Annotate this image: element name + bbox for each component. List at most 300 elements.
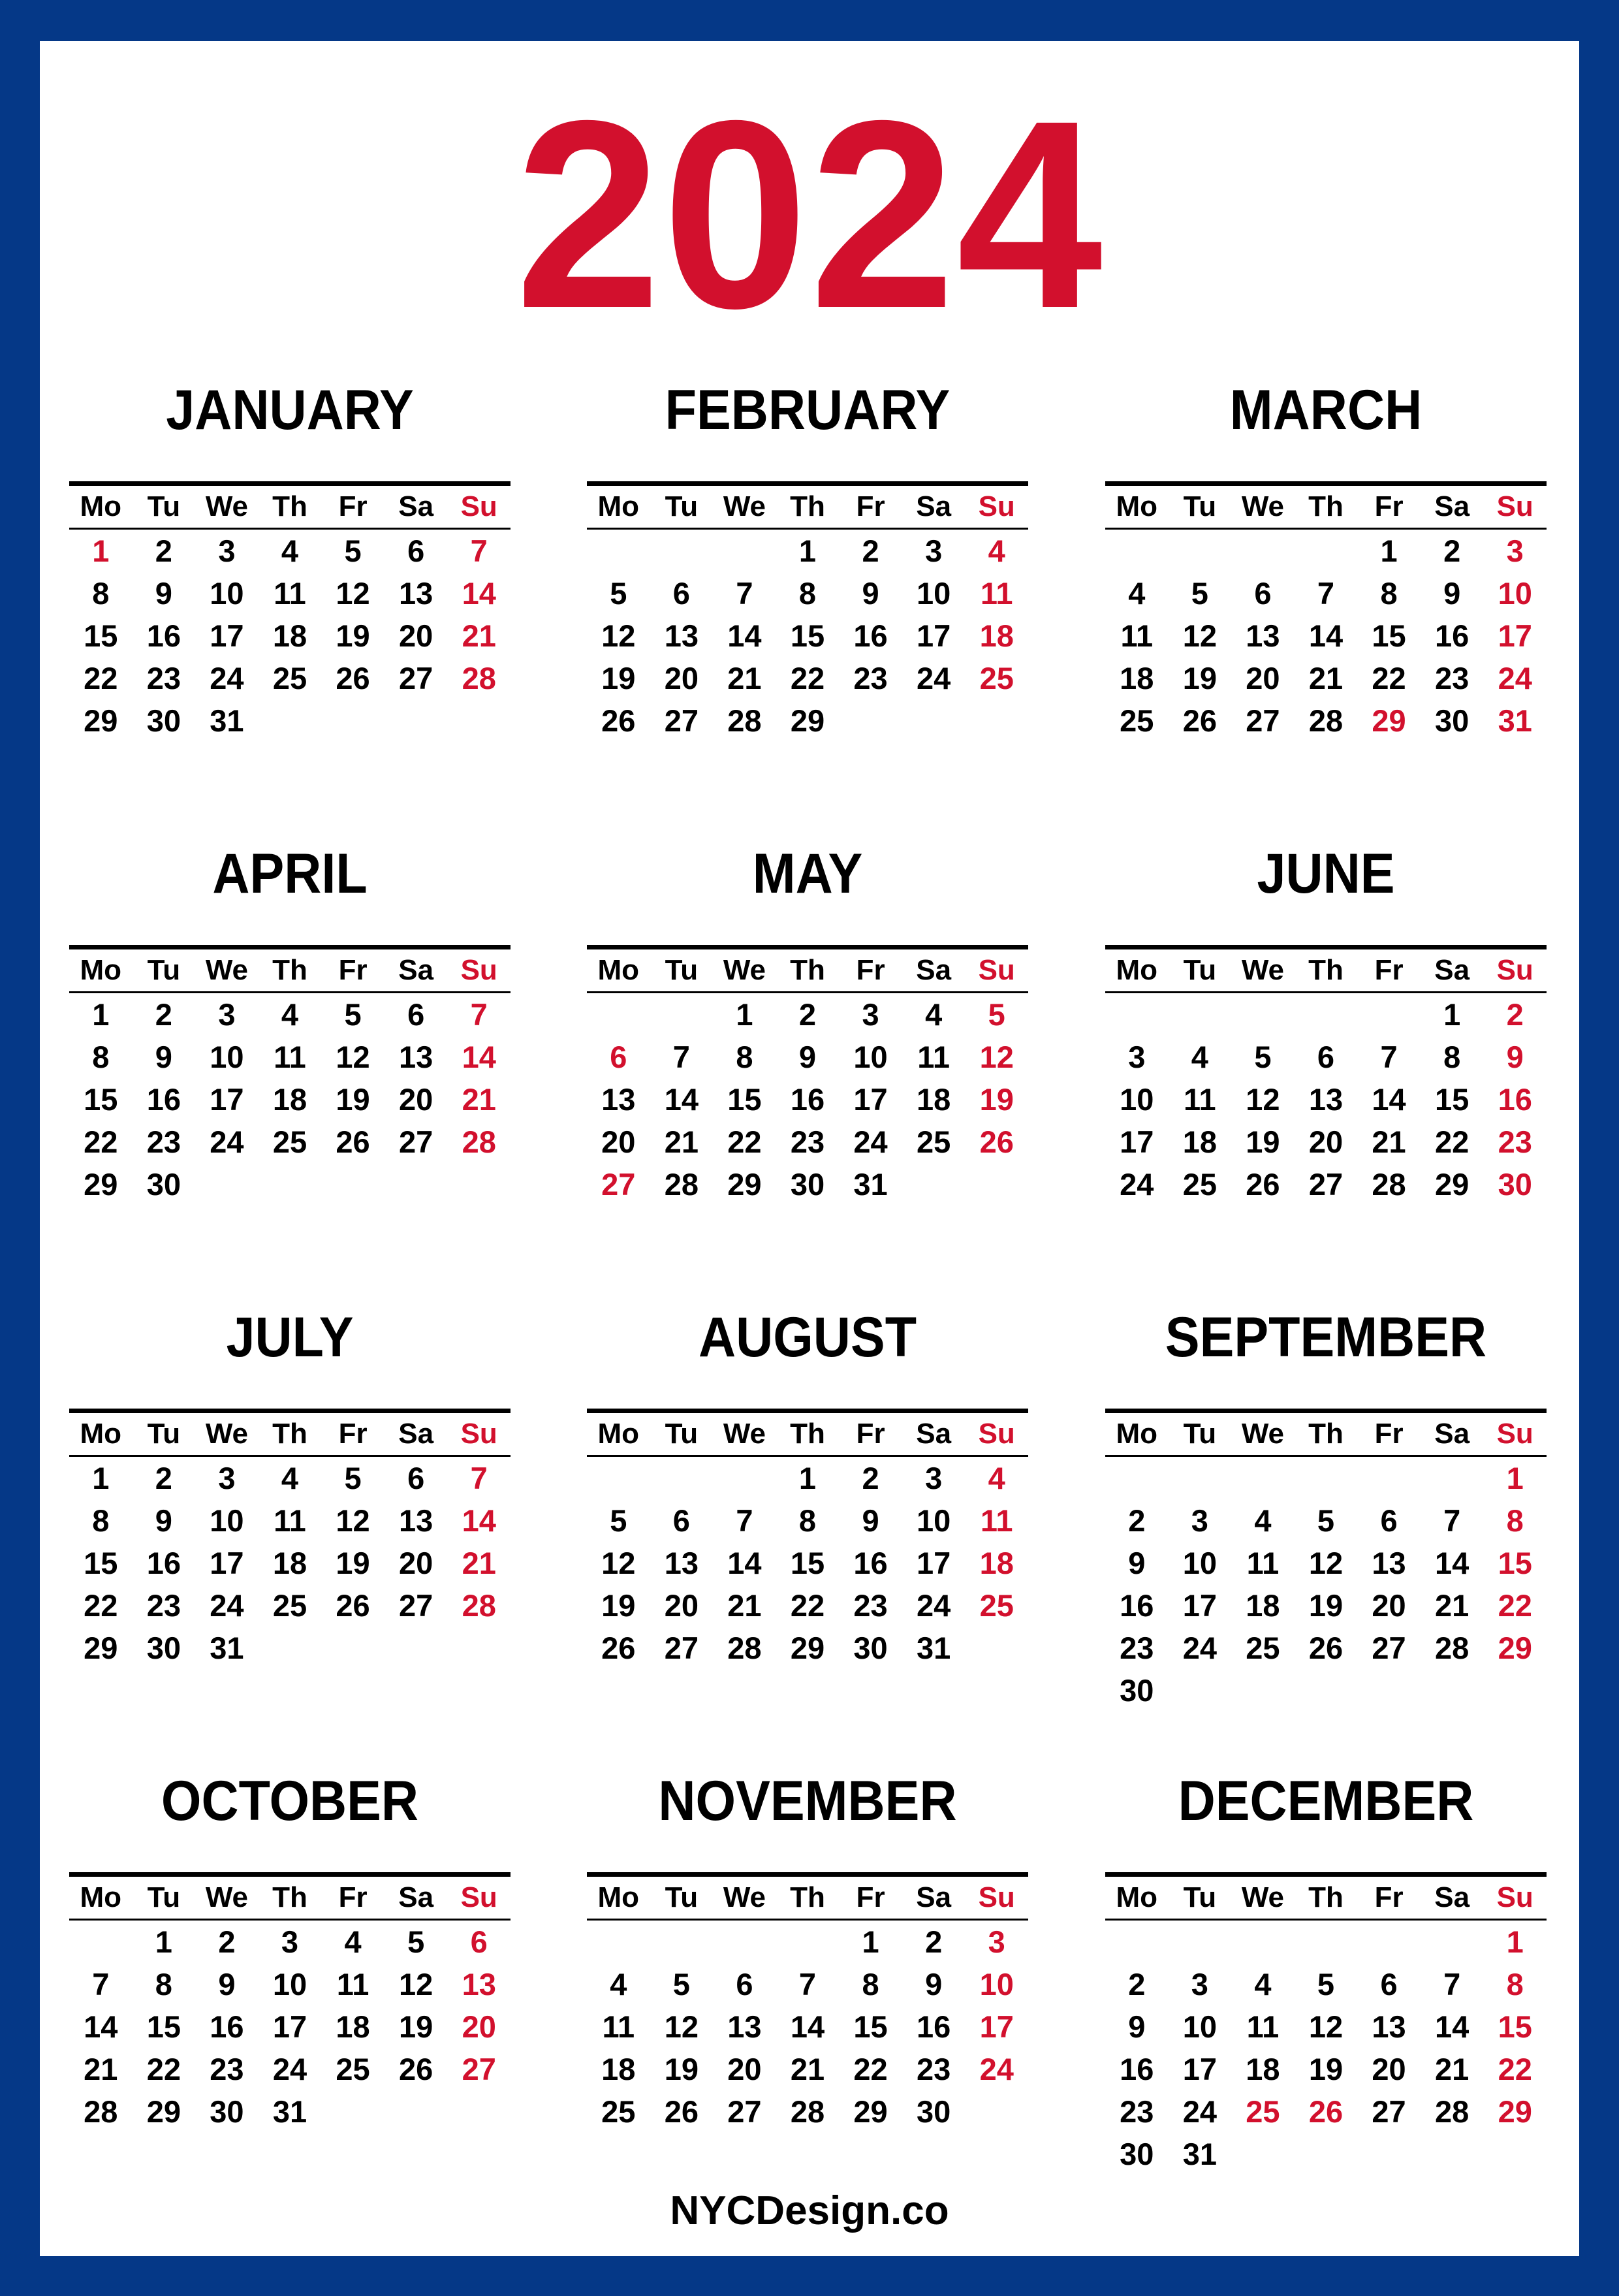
day-cell: 21	[462, 1082, 496, 1117]
day-cell: 12	[664, 2009, 699, 2044]
weekday-label: Sa	[916, 1881, 952, 1913]
day-cell: 17	[916, 1546, 951, 1580]
day-cell: 19	[336, 1082, 370, 1117]
weekday-label: Fr	[338, 1418, 368, 1450]
day-cell: 9	[862, 576, 879, 611]
day-cell: 31	[1182, 2137, 1217, 2171]
day-cell: 29	[84, 1167, 118, 1202]
day-cell: 9	[155, 576, 172, 611]
weekday-label: Su	[460, 954, 497, 986]
day-cell: 17	[210, 1546, 244, 1580]
day-cell: 28	[727, 1631, 762, 1665]
weekday-label: We	[723, 1881, 766, 1913]
weekday-label: We	[1241, 490, 1285, 522]
day-cell: 30	[916, 2094, 951, 2129]
day-cell: 1	[798, 534, 817, 568]
day-cell: 24	[916, 1588, 951, 1623]
day-cell: 13	[727, 2009, 762, 2044]
weekday-label: Tu	[1183, 1881, 1217, 1913]
day-cell: 8	[92, 1503, 110, 1538]
day-cell: 3	[218, 997, 236, 1032]
day-cell: 25	[272, 661, 307, 695]
day-cell: 2	[862, 1461, 879, 1495]
day-cell: 8	[798, 576, 817, 611]
day-cell: 9	[1128, 1546, 1146, 1580]
day-cell: 21	[727, 1588, 762, 1623]
day-cell: 29	[727, 1167, 762, 1202]
weekday-label: Mo	[597, 954, 640, 986]
day-cell: 24	[916, 661, 951, 695]
empty-cell	[587, 993, 650, 1036]
day-cell: 16	[146, 1082, 181, 1117]
weekday-label: Th	[1308, 1881, 1344, 1913]
day-cell: 27	[398, 1124, 433, 1159]
day-cell: 14	[462, 1040, 496, 1074]
weekday-label: Mo	[80, 1418, 122, 1450]
weekday-label: We	[1241, 1881, 1285, 1913]
day-cell: 15	[853, 2009, 888, 2044]
day-cell: 23	[853, 661, 888, 695]
day-cell: 27	[1372, 2094, 1406, 2129]
day-cell: 26	[601, 703, 636, 738]
day-cell: 18	[272, 618, 307, 653]
day-cell: 7	[1443, 1967, 1461, 2001]
day-cell: 18	[979, 618, 1014, 653]
day-cell: 17	[916, 618, 951, 653]
day-cell: 31	[1498, 703, 1532, 738]
day-cell: 1	[1380, 534, 1398, 568]
day-cell: 4	[988, 534, 1005, 568]
day-cell: 21	[84, 2052, 118, 2086]
day-cell: 12	[979, 1040, 1014, 1074]
day-cell: 26	[664, 2094, 699, 2129]
day-cell: 5	[1317, 1967, 1335, 2001]
day-cell: 18	[916, 1082, 951, 1117]
day-cell: 6	[1254, 576, 1272, 611]
day-cell: 22	[790, 661, 825, 695]
weekday-label: We	[205, 1418, 249, 1450]
day-cell: 20	[1372, 2052, 1406, 2086]
month-rule	[69, 1872, 511, 1877]
weekday-header	[1105, 1877, 1547, 1921]
day-cell: 12	[336, 1503, 370, 1538]
empty-cell	[1295, 1457, 1358, 1499]
day-cell: 26	[1308, 2094, 1344, 2129]
day-grid	[1105, 1921, 1547, 2175]
day-cell: 15	[84, 1082, 118, 1117]
day-cell: 21	[1434, 2052, 1470, 2086]
day-cell: 28	[462, 1124, 496, 1159]
empty-cell	[650, 530, 714, 572]
day-cell: 28	[1434, 1631, 1470, 1665]
day-cell: 9	[218, 1967, 236, 2001]
day-cell: 30	[146, 1167, 181, 1202]
day-cell: 23	[146, 1124, 181, 1159]
weekday-label: Su	[1496, 1418, 1533, 1450]
day-cell: 11	[274, 1503, 306, 1538]
empty-cell	[1295, 993, 1358, 1036]
day-cell: 8	[155, 1967, 172, 2001]
empty-cell	[1169, 1457, 1232, 1499]
day-cell: 4	[1128, 576, 1146, 611]
day-cell: 13	[1246, 618, 1280, 653]
day-cell: 26	[979, 1124, 1014, 1159]
day-cell: 1	[1443, 997, 1461, 1032]
day-cell: 3	[925, 1461, 943, 1495]
day-cell: 22	[146, 2052, 181, 2086]
day-cell: 19	[1182, 661, 1217, 695]
day-cell: 5	[610, 576, 627, 611]
day-cell: 16	[146, 1546, 181, 1580]
weekday-label: Th	[1308, 1418, 1344, 1450]
day-grid	[587, 530, 1028, 742]
day-cell: 18	[1120, 661, 1154, 695]
day-cell: 11	[336, 1967, 369, 2001]
day-cell: 5	[407, 1924, 425, 1959]
empty-cell	[587, 530, 650, 572]
day-cell: 19	[601, 661, 636, 695]
day-cell: 1	[92, 997, 110, 1032]
month-rule	[1105, 481, 1547, 486]
day-cell: 12	[398, 1967, 433, 2001]
weekday-label: We	[205, 954, 249, 986]
day-cell: 12	[336, 576, 370, 611]
day-cell: 25	[1246, 2094, 1280, 2129]
weekday-label: Th	[272, 954, 307, 986]
day-cell: 1	[862, 1924, 879, 1959]
day-cell: 14	[664, 1082, 699, 1117]
weekday-label: Th	[272, 1418, 307, 1450]
day-cell: 16	[1120, 2052, 1154, 2086]
weekday-label: Su	[978, 1418, 1015, 1450]
month-rule	[1105, 1409, 1547, 1413]
day-grid	[69, 1921, 511, 2133]
day-cell: 20	[1308, 1124, 1344, 1159]
day-cell: 9	[925, 1967, 943, 2001]
day-cell: 26	[398, 2052, 433, 2086]
day-cell: 23	[146, 661, 181, 695]
day-cell: 14	[1434, 2009, 1470, 2044]
month-july	[69, 1301, 511, 1669]
weekday-label: Su	[1496, 1881, 1533, 1913]
day-cell: 24	[853, 1124, 888, 1159]
day-cell: 7	[470, 1461, 488, 1495]
day-cell: 11	[274, 1040, 306, 1074]
weekday-label: Fr	[338, 1881, 368, 1913]
weekday-header	[587, 1413, 1028, 1457]
day-grid	[587, 1921, 1028, 2133]
day-cell: 14	[462, 1503, 496, 1538]
weekday-label: Sa	[1434, 1418, 1470, 1450]
empty-cell	[713, 1921, 776, 1963]
day-cell: 8	[92, 1040, 110, 1074]
day-cell: 14	[1434, 1546, 1470, 1580]
day-cell: 28	[84, 2094, 118, 2129]
weekday-label: Mo	[597, 490, 640, 522]
weekday-label: Sa	[916, 1418, 952, 1450]
day-cell: 20	[398, 618, 433, 653]
day-cell: 15	[727, 1082, 762, 1117]
day-cell: 28	[1308, 703, 1344, 738]
day-cell: 20	[727, 2052, 762, 2086]
weekday-label: Tu	[665, 1418, 699, 1450]
day-cell: 4	[281, 997, 299, 1032]
weekday-label: Mo	[1116, 954, 1158, 986]
day-cell: 9	[862, 1503, 879, 1538]
day-cell: 18	[1246, 2052, 1280, 2086]
day-cell: 3	[1506, 534, 1524, 568]
day-cell: 29	[853, 2094, 888, 2129]
month-september	[1105, 1301, 1547, 1712]
day-cell: 12	[601, 1546, 636, 1580]
weekday-label: Su	[978, 954, 1015, 986]
day-cell: 16	[146, 618, 181, 653]
day-cell: 29	[1372, 703, 1406, 738]
day-cell: 1	[155, 1924, 172, 1959]
day-cell: 25	[916, 1124, 951, 1159]
month-august	[587, 1301, 1028, 1669]
day-cell: 17	[272, 2009, 307, 2044]
weekday-header	[1105, 486, 1547, 530]
weekday-label: Th	[272, 1881, 307, 1913]
day-cell: 11	[1184, 1082, 1216, 1117]
weekday-label: Mo	[597, 1881, 640, 1913]
day-cell: 17	[1498, 618, 1532, 653]
day-cell: 2	[925, 1924, 943, 1959]
day-cell: 7	[736, 576, 753, 611]
day-cell: 13	[462, 1967, 496, 2001]
empty-cell	[587, 1457, 650, 1499]
weekday-label: Mo	[80, 954, 122, 986]
day-cell: 20	[398, 1546, 433, 1580]
weekday-label: Mo	[597, 1418, 640, 1450]
empty-cell	[650, 1921, 714, 1963]
month-rule	[1105, 1872, 1547, 1877]
day-cell: 2	[1128, 1503, 1146, 1538]
day-cell: 18	[979, 1546, 1014, 1580]
day-cell: 10	[916, 576, 951, 611]
day-cell: 6	[407, 534, 425, 568]
day-cell: 28	[1372, 1167, 1406, 1202]
day-cell: 7	[1443, 1503, 1461, 1538]
weekday-label: Fr	[1374, 490, 1404, 522]
day-grid	[1105, 993, 1547, 1205]
day-cell: 19	[664, 2052, 699, 2086]
day-cell: 3	[925, 534, 943, 568]
day-cell: 21	[727, 661, 762, 695]
day-cell: 28	[462, 1588, 496, 1623]
weekday-label: Mo	[1116, 1881, 1158, 1913]
weekday-label: Tu	[147, 490, 181, 522]
day-cell: 12	[1182, 618, 1217, 653]
day-cell: 19	[336, 1546, 370, 1580]
day-cell: 24	[272, 2052, 307, 2086]
month-name: SEPTEMBER	[1165, 1306, 1487, 1369]
day-cell: 14	[1372, 1082, 1406, 1117]
day-grid	[69, 993, 511, 1205]
day-cell: 4	[1254, 1967, 1272, 2001]
footer-credit: NYCDesign.co	[670, 2188, 949, 2233]
day-cell: 20	[664, 1588, 699, 1623]
day-cell: 23	[1498, 1124, 1532, 1159]
day-cell: 4	[1254, 1503, 1272, 1538]
weekday-label: Sa	[1434, 490, 1470, 522]
day-grid	[1105, 1457, 1547, 1712]
day-cell: 8	[1506, 1967, 1524, 2001]
day-cell: 1	[736, 997, 753, 1032]
day-cell: 24	[210, 1124, 244, 1159]
day-cell: 6	[672, 1503, 690, 1538]
day-cell: 22	[84, 661, 118, 695]
day-cell: 4	[1191, 1040, 1208, 1074]
weekday-header	[587, 1877, 1028, 1921]
day-cell: 17	[1120, 1124, 1154, 1159]
day-cell: 21	[790, 2052, 825, 2086]
day-cell: 10	[210, 576, 244, 611]
day-cell: 25	[979, 661, 1014, 695]
day-cell: 25	[1120, 703, 1154, 738]
day-cell: 13	[398, 1503, 433, 1538]
day-cell: 9	[155, 1503, 172, 1538]
day-cell: 1	[92, 534, 110, 568]
day-cell: 5	[1254, 1040, 1272, 1074]
day-cell: 6	[407, 1461, 425, 1495]
day-cell: 22	[84, 1588, 118, 1623]
weekday-label: Su	[978, 1881, 1015, 1913]
day-cell: 26	[336, 1124, 370, 1159]
weekday-header	[587, 486, 1028, 530]
weekday-label: Tu	[665, 490, 699, 522]
day-cell: 23	[790, 1124, 825, 1159]
day-cell: 16	[1434, 618, 1470, 653]
day-cell: 13	[601, 1082, 636, 1117]
day-cell: 13	[1372, 1546, 1406, 1580]
weekday-label: Fr	[1374, 954, 1404, 986]
empty-cell	[1421, 1921, 1484, 1963]
weekday-label: Sa	[916, 954, 952, 986]
day-cell: 15	[790, 1546, 825, 1580]
day-cell: 5	[988, 997, 1005, 1032]
day-cell: 27	[664, 1631, 699, 1665]
day-cell: 4	[988, 1461, 1005, 1495]
day-cell: 9	[1128, 2009, 1146, 2044]
day-cell: 23	[916, 2052, 951, 2086]
weekday-label: We	[205, 1881, 249, 1913]
day-cell: 10	[1182, 2009, 1217, 2044]
empty-cell	[1231, 1457, 1295, 1499]
day-grid	[1105, 530, 1547, 742]
day-cell: 2	[1506, 997, 1524, 1032]
weekday-label: Sa	[398, 954, 434, 986]
day-cell: 2	[862, 534, 879, 568]
calendar-sheet	[40, 41, 1579, 2256]
day-cell: 6	[1380, 1967, 1398, 2001]
day-cell: 19	[398, 2009, 433, 2044]
weekday-label: Mo	[80, 490, 122, 522]
month-name: JUNE	[1257, 842, 1395, 905]
year-title: 2024	[515, 65, 1104, 364]
day-cell: 26	[1246, 1167, 1280, 1202]
day-cell: 19	[336, 618, 370, 653]
day-cell: 12	[1308, 1546, 1344, 1580]
weekday-label: We	[723, 1418, 766, 1450]
month-november	[587, 1765, 1028, 2133]
day-cell: 25	[336, 2052, 370, 2086]
empty-cell	[1105, 1457, 1169, 1499]
day-cell: 17	[979, 2009, 1014, 2044]
day-cell: 31	[210, 1631, 244, 1665]
day-cell: 4	[925, 997, 943, 1032]
day-cell: 27	[462, 2052, 496, 2086]
empty-cell	[713, 1457, 776, 1499]
day-cell: 21	[462, 618, 496, 653]
day-cell: 26	[1182, 703, 1217, 738]
day-cell: 19	[1308, 1588, 1344, 1623]
weekday-label: Tu	[665, 1881, 699, 1913]
day-cell: 7	[736, 1503, 753, 1538]
day-cell: 9	[1443, 576, 1461, 611]
day-cell: 3	[218, 534, 236, 568]
day-cell: 14	[727, 618, 762, 653]
day-cell: 18	[272, 1546, 307, 1580]
day-cell: 18	[1182, 1124, 1217, 1159]
weekday-label: Fr	[338, 490, 368, 522]
weekday-label: Tu	[1183, 1418, 1217, 1450]
day-cell: 10	[916, 1503, 951, 1538]
day-cell: 8	[736, 1040, 753, 1074]
day-cell: 5	[1191, 576, 1208, 611]
weekday-header	[69, 486, 511, 530]
day-cell: 16	[853, 1546, 888, 1580]
day-cell: 11	[980, 1503, 1013, 1538]
month-march	[1105, 374, 1547, 742]
day-cell: 13	[398, 576, 433, 611]
day-cell: 9	[155, 1040, 172, 1074]
day-cell: 20	[664, 661, 699, 695]
weekday-label: We	[205, 490, 249, 522]
weekday-header	[69, 1413, 511, 1457]
weekday-label: Th	[1308, 954, 1344, 986]
month-name: MAY	[752, 842, 863, 905]
day-cell: 17	[853, 1082, 888, 1117]
day-cell: 2	[155, 997, 172, 1032]
day-cell: 4	[281, 1461, 299, 1495]
weekday-header	[69, 949, 511, 993]
day-cell: 25	[272, 1124, 307, 1159]
empty-cell	[69, 1921, 133, 1963]
day-cell: 29	[790, 1631, 825, 1665]
weekday-label: Mo	[80, 1881, 122, 1913]
day-cell: 26	[336, 661, 370, 695]
day-cell: 16	[790, 1082, 825, 1117]
day-cell: 29	[1498, 1631, 1532, 1665]
weekday-label: Tu	[147, 954, 181, 986]
empty-cell	[1169, 993, 1232, 1036]
day-cell: 3	[988, 1924, 1005, 1959]
weekday-label: Tu	[1183, 954, 1217, 986]
day-cell: 25	[1246, 1631, 1280, 1665]
weekday-label: Sa	[1434, 954, 1470, 986]
day-cell: 10	[210, 1040, 244, 1074]
empty-cell	[1105, 1921, 1169, 1963]
weekday-label: Su	[460, 1881, 497, 1913]
day-cell: 10	[979, 1967, 1014, 2001]
day-cell: 22	[1498, 2052, 1532, 2086]
day-cell: 5	[344, 997, 362, 1032]
day-cell: 15	[84, 1546, 118, 1580]
month-october	[69, 1765, 511, 2133]
day-cell: 12	[1308, 2009, 1344, 2044]
